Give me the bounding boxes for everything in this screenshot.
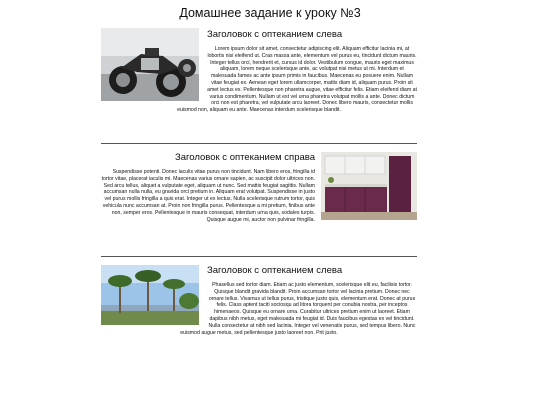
page-title: Домашнее задание к уроку №3 bbox=[179, 6, 361, 20]
motorcycles-image bbox=[101, 28, 199, 101]
section-heading: Заголовок с оптеканием слева bbox=[207, 29, 343, 40]
kitchen-image bbox=[321, 152, 417, 220]
divider bbox=[101, 143, 417, 144]
divider bbox=[101, 256, 417, 257]
palm-trees-image bbox=[101, 265, 199, 325]
section-text: Lorem ipsum dolor sit amet, consectetur adipiscing elit. Aliquam efficitur lacinia mi, at lobortis nisi eleifend ut. Cras massa ante, elementum vel purus eu, tincidunt dictum mauris. Integer tellus orci, hendrerit et, cursus id dolor. Vestibulum congue, mauris eget maximus aliquam, lorem neque scelerisque ante, ac volutpat nisi metus ut mi. Interdum et malesuada fames ac ante ipsum primis in faucibus. Maecenas eu posuere enim. Nullam vitae feugiat ex. Aenean eget lorem ullamcorper, mattis diam id, aliquam purus. Proin sit amet lectus ex. Pellentesque non pharetra augue, vitae efficitur felis. Etiam eleifend diam at varius condimentum. Nullam ut est vel urna pharetra volutpat mollis a ante. Donec dictum orci non est pharetra, vel vulputate arcu laoreet. Donec libero mauris, consectetur mollis euismod non, aliquam eu ante. Maecenas interdum scelerisque blandit. bbox=[177, 46, 417, 114]
section-wrap-left-1 bbox=[101, 28, 417, 114]
section-wrap-right bbox=[101, 152, 417, 223]
section-heading: Заголовок с оптеканием справа bbox=[175, 152, 315, 163]
section-wrap-left-2 bbox=[101, 265, 417, 336]
section-text: Suspendisse potenti. Donec iaculis vitae purus non tincidunt. Nam libero eros, fringilla id tortor vitae, placerat iaculis mi. Maecenas varius ornare sapien, ac suscipit dolor ultrices non. Sed arcu tellus, aliquet a vulputate eget, aliquam ut nunc. Sed mattis feugiat sagittis. Nullam accumsan nulla nulla, eu gravida orci pretium in. Aliquam erat volutpat. Suspendisse in justo vel purus mollis fringilla a quis erat. Integer ut ex lectus. Nulla scelerisque rutrum tortor, quis vehicula nunc accumsan at. Proin non fringilla purus. Pellentesque a mi pretium, finibus ante non, semper eros. Pellentesque in mauris consequat, interdum urna quis, sodales turpis. Quisque augue mi, auctor non pulvinar fringilla. bbox=[101, 169, 315, 223]
section-text: Phasellus sed tortor diam. Etiam ac justo elementum, scelerisque elit eu, facilisis tortor. Quisque blandit gravida blandit. Proin accumsan tortor vel lacinia pretium. Donec nec ornare tellus. Vivamus ut tellus purus, tristique justo quis, elementum erat. Donec at purus felis. Class aptent taciti sociosqu ad litora torquent per conubia nostra, per inceptos himenaeos. Quisque eu ornare urna. Curabitur ultrices pretium enim ut laoreet. Etiam dapibus nibh metus, eget malesuada mi feugiat id. Duis faucibus egestas ex vel tincidunt. Nulla consectetur at nibh sed lacinia. Integer vel venenatis purus, sed tempus libero. Nunc euismod augue metus, sed pellentesque justo laoreet non. Prit justo. bbox=[180, 282, 416, 336]
section-heading: Заголовок с оптеканием слева bbox=[207, 265, 343, 276]
